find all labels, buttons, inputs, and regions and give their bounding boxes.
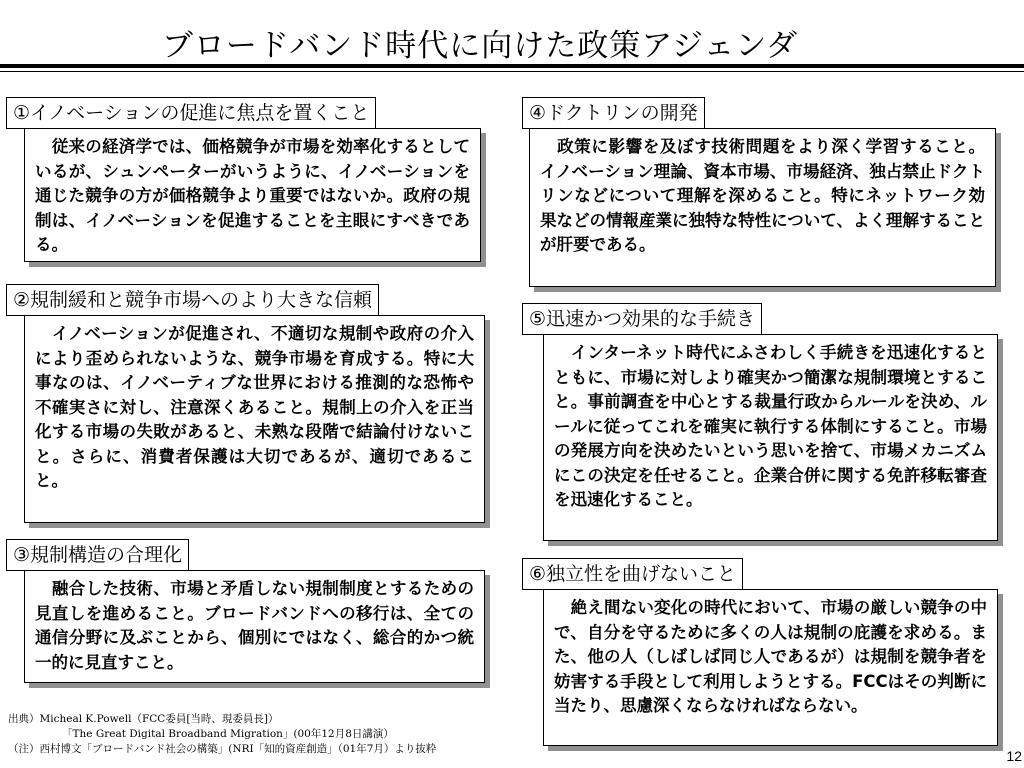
section-3-label: ③規制構造の合理化	[6, 539, 189, 571]
section-4-label: ④ドクトリンの開発	[522, 97, 705, 129]
page-title: ブロードバンド時代に向けた政策アジェンダ	[161, 28, 799, 64]
section-5-label: ⑤迅速かつ効果的な手続き	[522, 303, 762, 335]
title-rule-thick	[0, 64, 1024, 68]
section-5-body: インターネット時代にふさわしく手続きを迅速化するとともに、市場に対しより確実かつ簡潔な規制環境とすること。事前調査を中心とする裁量行政からルールを決め、ルールに従ってこれを確実に執行する体制にすること。市場の発展方向を決めたいという思いを捨て、市場メカニズムにこの決定を任せること。企業合併に関する免許移転審査を迅速化すること。	[543, 334, 998, 541]
source-line-3: （注）西村博文「ブロードバンド社会の構築」(NRI「知的資産創造」（01年7月）より抜粋	[8, 743, 437, 755]
source-line-1: 出典）Micheal K.Powell（FCC委員[当時、現委員長]）	[8, 713, 279, 725]
section-6-body: 絶え間ない変化の時代において、市場の厳しい競争の中で、自分を守るために多くの人は規制の庇護を求める。また、他の人（しばしば同じ人であるが）は規制を競争者を妨害する手段として利用しようとする。FCCはその判断に当たり、思慮深くならなければならない。	[543, 589, 998, 746]
section-6-label: ⑥独立性を曲げないこと	[522, 558, 743, 590]
page-number: 12	[1006, 748, 1022, 764]
section-2-label: ②規制緩和と競争市場へのより大きな信頼	[6, 284, 379, 316]
section-2-body: イノベーションが促進され、不適切な規制や政府の介入により歪められないような、競争市場を育成する。特に大事なのは、イノベーティブな世界における推測的な恐怖や不確実さに対し、注意深くあること。規制上の介入を正当化する市場の失敗があると、未熟な段階で結論付けないこと。さらに、消費者保護は大切であるが、適切であること。	[24, 315, 485, 523]
section-1-label: ①イノベーションの促進に焦点を置くこと	[6, 97, 376, 129]
section-1-body: 従来の経済学では、価格競争が市場を効率化するとしているが、シュンペーターがいうように、イノベーションを通じた競争の方が価格競争より重要ではないか。政府の規制は、イノベーションを促進することを主眼にすべきである。	[24, 128, 481, 262]
source-line-2: 「The Great Digital Broadband Migration」(00年12月8日講演）	[62, 728, 394, 740]
source-note	[8, 712, 436, 757]
section-4-body: 政策に影響を及ぼす技術問題をより深く学習すること。イノベーション理論、資本市場、市場経済、独占禁止ドクトリンなどについて理解を深めること。特にネットワーク効果などの情報産業に独特な特性について、よく理解することが肝要である。	[529, 128, 996, 287]
title-rule-thin	[0, 71, 1024, 72]
section-3-body: 融合した技術、市場と矛盾しない規制制度とするための見直しを進めること。ブロードバンドへの移行は、全ての通信分野に及ぶことから、個別にではなく、総合的かつ統一的に見直すこと。	[24, 570, 485, 683]
